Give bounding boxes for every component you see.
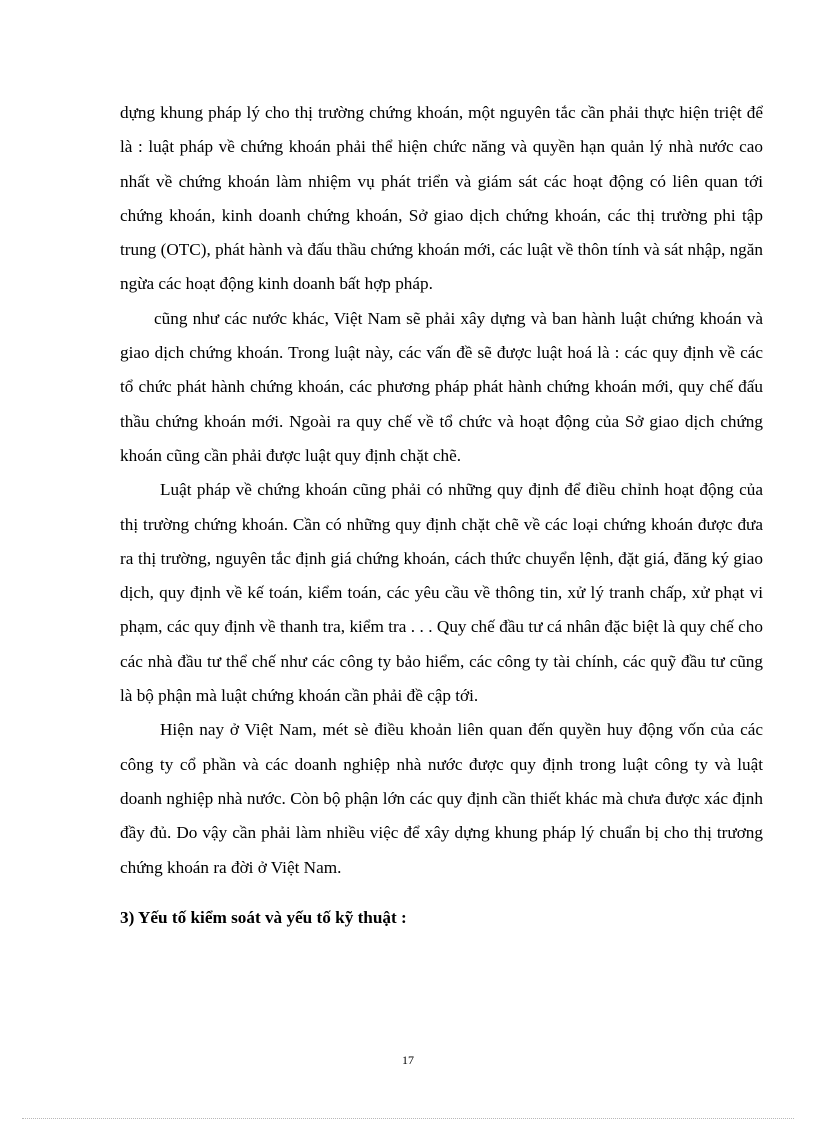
page-body bbox=[120, 96, 763, 935]
paragraph-market-regulation: Luật pháp về chứng khoán cũng phải có những quy định để điều chỉnh hoạt động của thị trường chứng khoán. Cần có những quy định chặt chẽ về các loại chứng khoán được đưa ra thị trường, nguyên tắc định giá chứng khoán, cách thức chuyển lệnh, đặt giá, đăng ký giao dịch, quy định về kế toán, kiểm toán, các yêu cầu về thông tin, xử lý tranh chấp, xử phạt vi phạm, các quy định về thanh tra, kiểm tra . . . Quy chế đầu tư cá nhân đặc biệt là quy chế cho các nhà đầu tư thể chế như các công ty bảo hiểm, các công ty tài chính, các quỹ đầu tư cũng là bộ phận mà luật chứng khoán cần phải đề cập tới. bbox=[120, 480, 763, 706]
page-bottom-divider bbox=[22, 1118, 794, 1119]
paragraph-securities-law: cũng như các nước khác, Việt Nam sẽ phải xây dựng và ban hành luật chứng khoán và giao dịch chứng khoán. Trong luật này, các vấn đề sẽ được luật hoá là : các quy định về các tổ chức phát hành chứng khoán, các phương pháp phát hành chứng khoán mới, quy chế đấu thầu chứng khoán mới. Ngoài ra quy chế về tổ chức và hoạt động của Sở giao dịch chứng khoán cũng cần phải được luật quy định chặt chẽ. bbox=[120, 308, 763, 465]
section-heading: 3) Yếu tố kiểm soát và yếu tố kỹ thuật : bbox=[120, 907, 407, 927]
paragraph-legal-framework: dựng khung pháp lý cho thị trường chứng khoán, một nguyên tắc cần phải thực hiện triệt để là : luật pháp về chứng khoán phải thể hiện chức năng và quyền hạn quản lý nhà nước cao nhất về chứng khoán làm nhiệm vụ phát triển và giám sát các hoạt động có liên quan tới chứng khoán, kinh doanh chứng khoán, Sở giao dịch chứng khoán, các thị trường phi tập trung (OTC), phát hành và đấu thầu chứng khoán mới, các luật về thôn tính và sát nhập, ngăn ngừa các hoạt động kinh doanh bất hợp pháp. bbox=[120, 103, 763, 294]
page-number: 17 bbox=[402, 1053, 414, 1067]
paragraph-vietnam-status: Hiện nay ở Việt Nam, mét sè điều khoản liên quan đến quyền huy động vốn của các công ty cổ phần và các doanh nghiệp nhà nước được quy định trong luật công ty và luật doanh nghiệp nhà nước. Còn bộ phận lớn các quy định cần thiết khác mà chưa được xác định đầy đủ. Do vậy cần phải làm nhiều việc để xây dựng khung pháp lý chuẩn bị cho thị trương chứng khoán ra đời ở Việt Nam. bbox=[120, 720, 763, 877]
